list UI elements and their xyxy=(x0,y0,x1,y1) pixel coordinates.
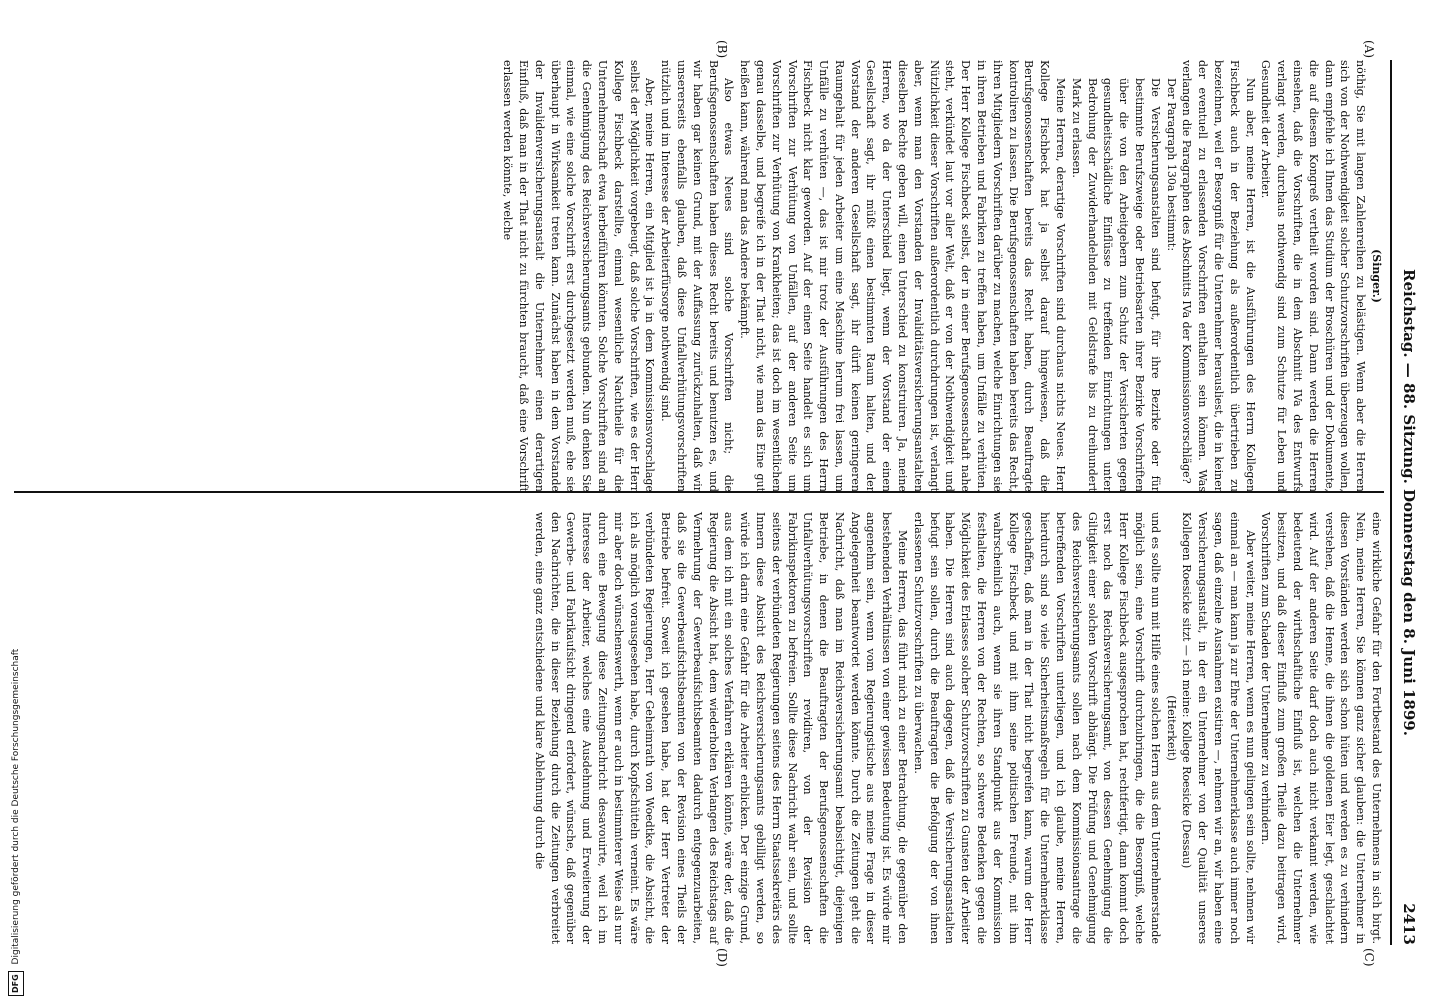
speaker-label: (Singer.) xyxy=(1370,249,1383,303)
margin-marker-d: (D) xyxy=(715,948,729,967)
paragraph: und es sollte nun mit Hilfe eines solchen Herrn aus dem Unternehmerstande möglich sein, eine Vorschrift durchzubringen, die die Besorgniß, welche Herr Kollege Fischbeck ausgesprochen hat, rechtfertigt, dann kommt doch erst noch das Reichsversicherungsamt, von dessen Genehmigung die Giltigkeit einer solchen Vorschrift abhängt. Die Prüfung und Genehmigung des Reichsversicherungsamts sollen nach dem Kommissionsantrage die betreffenden Vorschriften unterliegen, und ich glaube, meine Herren, hierdurch sind so viele Sicherheitsmaßregeln für die Unternehmerklasse geschaffen, daß man in der That nicht begreifen kann, warum der Herr Kollege Fischbeck und mit ihm seine politischen Freunde, mit ihm wahrscheinlich auch, wenn sie ihren Standpunkt aus der Kommission festhalten, die Herren von der Rechten, so schwere Bedenken gegen die Möglichkeit des Erlasses solcher Schutzvorschriften zu Gunsten der Arbeiter haben. Die Herren sind auch dagegen, daß die Versicherungsanstalten befugt sein sollen, durch die Beauftragten die Befolgung der von ihnen erlassenen Schutzvorschriften zu überwachen. xyxy=(911,512,1162,944)
margin-marker-a: (A) xyxy=(1362,40,1376,59)
paragraph: Also etwas Neues sind solche Vorschriften nicht; die Berufsgenossenschaften haben dieses Recht bereits und benutzen es, und wir haben gar keinen Grund, mit der Auffassung zurückzuhalten, daß wir unsererseits ebenfalls glauben, daß diese Unfallverhütungsvorschriften nützlich und im Interesse der Arbeiterfürsorge nothwendig sind. xyxy=(659,60,736,492)
paragraph: eine wirkliche Gefahr für den Fortbestand des Unternehmens in sich birgt. Nein, meine Herren, Sie können ganz sicher glauben: die Unternehmer in diesen Vorständen werden sich schon hüten und werden es zu verhindern verstehen, daß die Henne, die ihnen die goldenen Eier legt, geschlachtet wird. Auf der anderen Seite darf doch auch nicht verkannt werden, wie bedeutend der wirthschaftliche Einfluß ist, welchen die Unternehmer besitzen, und daß dieser Einfluß zum großen Theile dazu beitragen wird, Vorschriften zum Schaden der Unternehmer zu verhindern. xyxy=(1259,512,1383,944)
header-rule xyxy=(1390,60,1392,945)
paragraph: nöthig, Sie mit langen Zahlenreihen zu belästigen. Wenn aber die Herren sich von der Nothwendigkeit solcher Schutzvorschriften überzeugen wollen, dann empfehle ich Ihnen das Studium der Broschüren und der Dokumente, die auf diesem Kongreß vertheilt worden sind. Dann werden die Herren einsehen, daß die Vorschriften, die in dem Abschnitt IVa des Entwurfs verlangt werden, durchaus nothwendig sind zum Schutze für Leben und Gesundheit der Arbeiter. xyxy=(1259,60,1368,492)
funding-note-text-wrap xyxy=(8,0,22,1000)
page-number: 2413 xyxy=(1400,903,1418,945)
quoted-paragraph: Die Versicherungsanstalten sind befugt, für ihre Bezirke oder für bestimmte Berufszweige oder Betriebsarten ihrer Bezirke Vorschriften über die von den Arbeitgebern zum Schutz der Versicherten gegen gesundheitsschädliche Einflüsse zu treffenden Einrichtungen unter Bedrohung der Zuwiderhandelnden mit Geldstrafe bis zu dreihundert Mark zu erlassen. xyxy=(1069,78,1162,492)
paragraph: Meine Herren, derartige Vorschriften sind durchaus nichts Neues. Herr Kollege Fischbeck hat ja selbst darauf hingewiesen, daß die Berufsgenossenschaften bereits das Recht haben, durch Beauftragte kontroliren zu lassen. Die Berufsgenossenschaften haben bereits das Recht, ihren Mitgliedern Vorschriften darüber zu machen, welche Einrichtungen sie in ihren Betrieben und Fabriken zu treffen haben, um Unfälle zu verhüten. Der Herr Kollege Fischbeck selbst, der in einer Berufsgenossenschaft nahe steht, verkündet laut vor aller Welt, daß er von der Nothwendigkeit und Nützlichkeit dieser Vorschriften außerordentlich durchdrungen ist, verlangt aber, wenn man den Vorstanden der Invaliditätsversicherungsanstalten dieselben Rechte geben will, einen Unterschied zu konstruiren. Ja, meine Herren, wo da der Unterschied liegt, wenn der Vorstand der einen Gesellschaft sagt, ihr müßt einen bestimmten Raum halten, und der Vorstand der anderen Gesellschaft sagt, ihr dürft keinen geringeren Raumgehalt für jeden Arbeiter um eine Maschine herum frei lassen, um Unfälle zu verhüten —, das ist mir trotz der Ausführungen des Herrn Fischbeck nicht klar geworden. Auf der einen Seite handelt es sich um Vorschriften zur Verhütung von Unfällen, auf der anderen Seite um Vorschriften zur Verhütung von Krankheiten; das ist doch im wesentlichen genau dasselbe, und begreife ich in der That nicht, wie man das Eine gut heißen kann, während man das Andere bekämpft. xyxy=(738,60,1068,492)
paragraph: Nun aber, meine Herren, ist die Ausführungen des Herrn Kollegen Fischbeck auch in der Beziehung als außerordentlich übertrieben zu bezeichnen, weil er Besorgniß für die Unternehmer herausliest, die in keiner der eventuell zu erlassenden Vorschriften enthalten sein können. Was verlangen die Paragraphen des Abschnitts IVa der Kommissionsvorschläge? xyxy=(1180,60,1257,492)
left-column xyxy=(499,60,1384,492)
margin-marker-c: (C) xyxy=(1362,948,1376,967)
paragraph: Aber, meine Herren, ein Mitglied ist ja in dem Kommissionsvorschlage selbst der Möglichkeit vorgebeugt, daß solche Vorschriften, wie es der Herr Kollege Fischbeck darstellte, einmal wesentliche Nachtheile für die Unternehmerschaft etwa herbeiführen könnten. Solche Vorschriften sind an die Genehmigung des Reichsversicherungsamts gebunden. Nun denken Sie einmal, wie eine solche Vorschrift erst durchgesetzt werden muß, ehe sie überhaupt in Wirksamkeit treten kann. Zunächst haben in dem Vorstande der Invalidenversicherungsanstalt die Unternehmer einen derartigen Einfluß, daß man in der That nicht zu fürchten braucht, daß eine Vorschrift erlassen werden könnte, welche xyxy=(501,60,657,492)
interjection: (Heiterkeit) xyxy=(1164,695,1178,761)
column-divider xyxy=(14,491,1384,493)
dfg-logo-icon: DFG xyxy=(8,971,24,996)
right-column xyxy=(531,512,1384,944)
header-title: Reichstag. — 88. Sitzung. Donnerstag den 8. Juni 1899. xyxy=(1400,269,1418,736)
page-header xyxy=(1396,60,1418,945)
paragraph: Der Paragraph 130a bestimmt: xyxy=(1164,78,1178,252)
paragraph: Meine Herren, das führt mich zu einer Betrachtung, die gegenüber den bestehenden Verhältnissen von einer gewissen Bedeutung ist. Es würde mir angenehm sein, wenn vom Regierungstische aus meine Frage in dieser Angelegenheit beantwortet werden könnte. Durch die Zeitungen geht die Nachricht, daß man im Reichsversicherungsamt beabsichtigt, diejenigen Betriebe, in denen die Beauftragten der Berufsgenossenschaften die Unfallverhütungsvorschriften revidiren, von der Revision der Fabrikinspektoren zu befreien. Sollte diese Nachricht wahr sein, und sollte seitens der verbündeten Regierungen seitens des Herrn Staatssekretärs des Innern diese Absicht des Reichsversicherungsamts gebilligt werden, so würde ich darin eine Gefahr für die Arbeiter erblicken. Der einzige Grund, aus dem ich mit ein solches Verfahren erklären könnte, wäre der, daß die Regierung die Absicht hat, dem wiederholten Verlangen des Reichstags auf Vermehrung der Gewerbeaufsichtsbeamten dadurch entgegenzuarbeiten, daß sie die Gewerbeaufsichtsbeamten von der Revision eines Theils der Betriebe befreit. Soweit ich gesehen habe, hat der Herr Vertreter der verbündeten Regierungen, Herr Geheimrath von Woedtke, die Absicht, die ich als möglich vorausgesehen habe, durch Kopfschütteln verneint. Es wäre mir aber doch wünschenswerth, wenn er auch in bestimmterer Weise als nur durch eine Bewegung diese Zeitungsnachricht desavouirte, weil ich im Interesse der Arbeiter, welches eine Ausdehnung und Erweiterung der Gewerbe- und Fabrikaufsicht dringend erfordert, wünsche, daß gegenüber den Nachrichten, die in dieser Beziehung durch die Zeitungen verbreitet werden, eine ganz entschiedene und klare Ablehnung durch die xyxy=(532,512,910,944)
margin-marker-b: (B) xyxy=(715,40,729,59)
paragraph: Aber weiter, meine Herren, wenn es nun gelingen sein sollte, nehmen wir einmal an — man kann ja zur Ehre der Unternehmerklasse auch immer noch sagen, daß einzelne Ausnahmen existiren —, nehmen wir an, wir haben eine Versicherungsanstalt, in der ein Unternehmer von der Qualität unseres Kollegen Roesicke sitzt — ich meine: Kollege Roesicke (Dessau) xyxy=(1180,512,1257,944)
funding-note-text: Digitalisierung gefördert durch die Deutsche Forschungsgemeinschaft xyxy=(11,648,21,965)
funding-note xyxy=(8,0,22,1000)
